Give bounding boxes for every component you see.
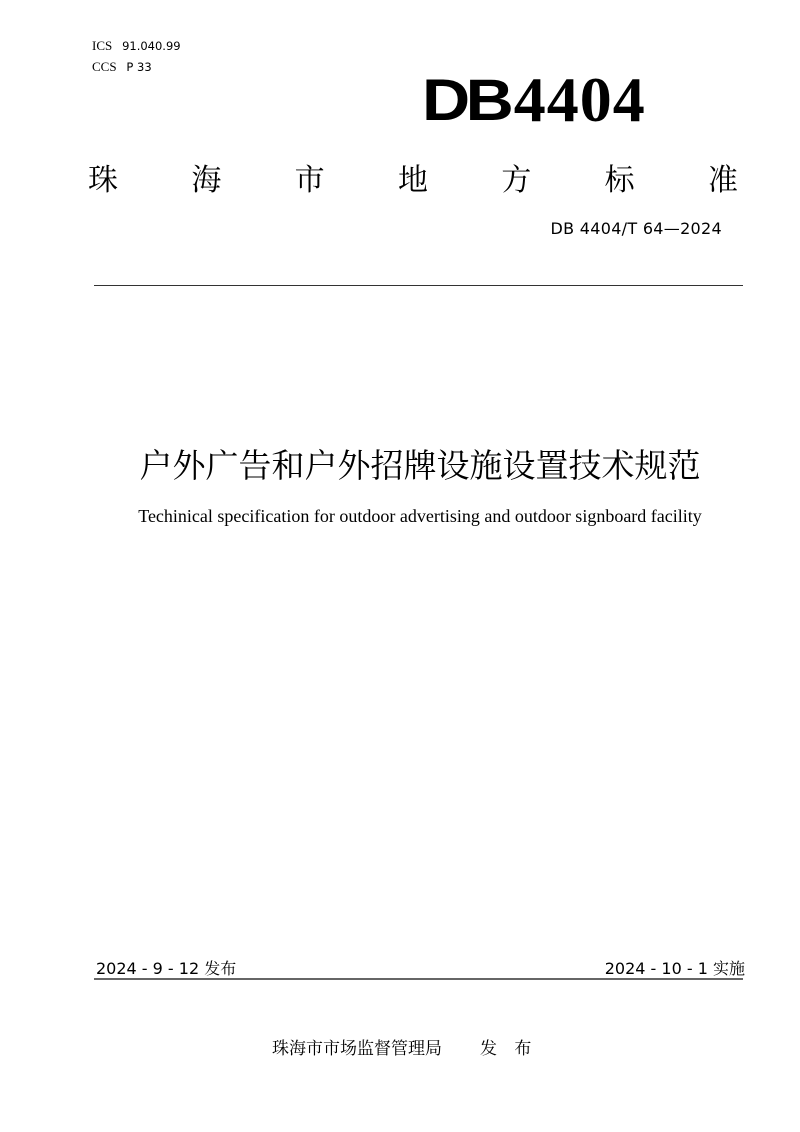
db-logo: [422, 64, 646, 135]
bottom-divider: [94, 978, 743, 980]
logo-prefix: DB: [422, 67, 510, 133]
publisher-line: [272, 1034, 537, 1059]
category-char: 市: [294, 163, 325, 198]
publish-action: 发 布: [480, 1039, 538, 1059]
ics-value: 91.040.99: [122, 39, 181, 53]
ccs-value: P 33: [126, 60, 152, 74]
ccs-label: CCS: [92, 59, 117, 74]
ccs-classification: [92, 59, 152, 75]
logo-code: 4404: [513, 64, 646, 135]
document-title-english: Techinical specification for outdoor advertising and outdoor signboard facility: [138, 506, 702, 526]
category-char: 海: [191, 163, 222, 198]
publisher-name: 珠海市市场监督管理局: [272, 1039, 442, 1059]
implementation-date: 2024 - 10 - 1 实施: [604, 959, 745, 978]
document-title-chinese: 户外广告和户外招牌设施设置技术规范: [139, 446, 701, 485]
release-date: 2024 - 9 - 12 发布: [96, 959, 237, 978]
standard-category-title: [88, 155, 738, 199]
category-char: 标: [604, 163, 635, 198]
category-char: 准: [707, 163, 738, 198]
category-char: 地: [397, 163, 428, 198]
category-char: 方: [501, 163, 532, 198]
ics-label: ICS: [92, 38, 113, 53]
standard-number: DB 4404/T 64—2024: [550, 219, 722, 238]
ics-classification: [92, 38, 181, 54]
category-char: 珠: [88, 163, 118, 198]
top-divider: [94, 285, 743, 286]
